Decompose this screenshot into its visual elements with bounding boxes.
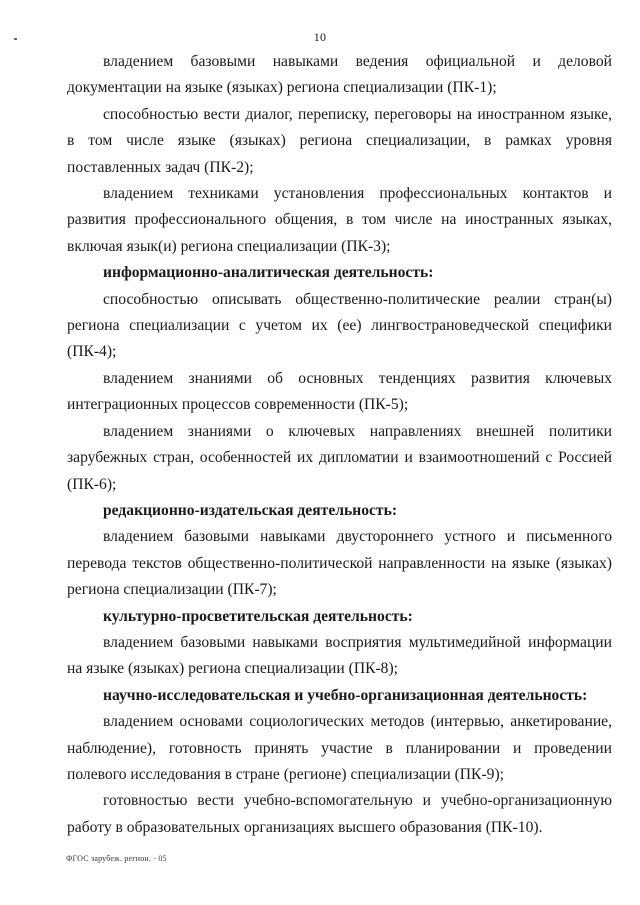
paragraph-pk-1: владением базовыми навыками ведения официальной и деловой документации на языке (языках) региона специализации (ПК-1);	[67, 53, 612, 97]
paragraph-pk-2: способностью вести диалог, переписку, переговоры на иностранном языке, в том числе языке (языках) региона специализации, в рамках уровня поставленных задач (ПК-2);	[67, 105, 612, 176]
paragraph-pk-10: готовностью вести учебно-вспомогательную и учебно-организационную работу в образовательных организациях высшего образования (ПК-10).	[67, 792, 612, 836]
paragraph-pk-7: владением базовыми навыками двустороннего устного и письменного перевода текстов общественно-политической направленности на языке (языках) региона специализации (ПК-7);	[67, 528, 612, 599]
footer-doc-code: ФГОС зарубеж. регион. - 05	[66, 854, 167, 863]
paragraph-pk-9: владением основами социологических методов (интервью, анкетирование, наблюдение), готовность принять участие в планировании и проведении полевого исследования в стране (регионе) специализации (ПК-9);	[67, 713, 612, 783]
paragraph-pk-6: владением знаниями о ключевых направлениях внешней политики зарубежных стран, особенностей их дипломатии и взаимоотношений с Россией (ПК-6);	[67, 422, 612, 493]
section-heading-cultural-educational: культурно-просветительская деятельность:	[103, 607, 413, 625]
document-body	[67, 49, 612, 841]
paragraph-pk-3: владением техниками установления профессиональных контактов и развития профессионального общения, в том числе на иностранных языках, включая язык(и) региона специализации (ПК-3);	[67, 185, 612, 255]
section-heading-editorial-publishing: редакционно-издательская деятельность:	[103, 501, 398, 519]
section-heading-information-analytical: информационно-аналитическая деятельность:	[103, 264, 434, 282]
paragraph-pk-8: владением базовыми навыками восприятия мультимедийной информации на языке (языках) региона специализации (ПК-8);	[67, 633, 612, 678]
page-number: 10	[313, 30, 327, 44]
section-heading-research-organizational: научно-исследовательская и учебно-организационная деятельность:	[103, 686, 588, 704]
paragraph-pk-5: владением знаниями об основных тенденциях развития ключевых интеграционных процессов современности (ПК-5);	[67, 369, 612, 414]
paragraph-pk-4: способностью описывать общественно-политические реалии стран(ы) региона специализации с учетом их (ее) лингвострановедческой специфики (ПК-4);	[67, 290, 612, 361]
